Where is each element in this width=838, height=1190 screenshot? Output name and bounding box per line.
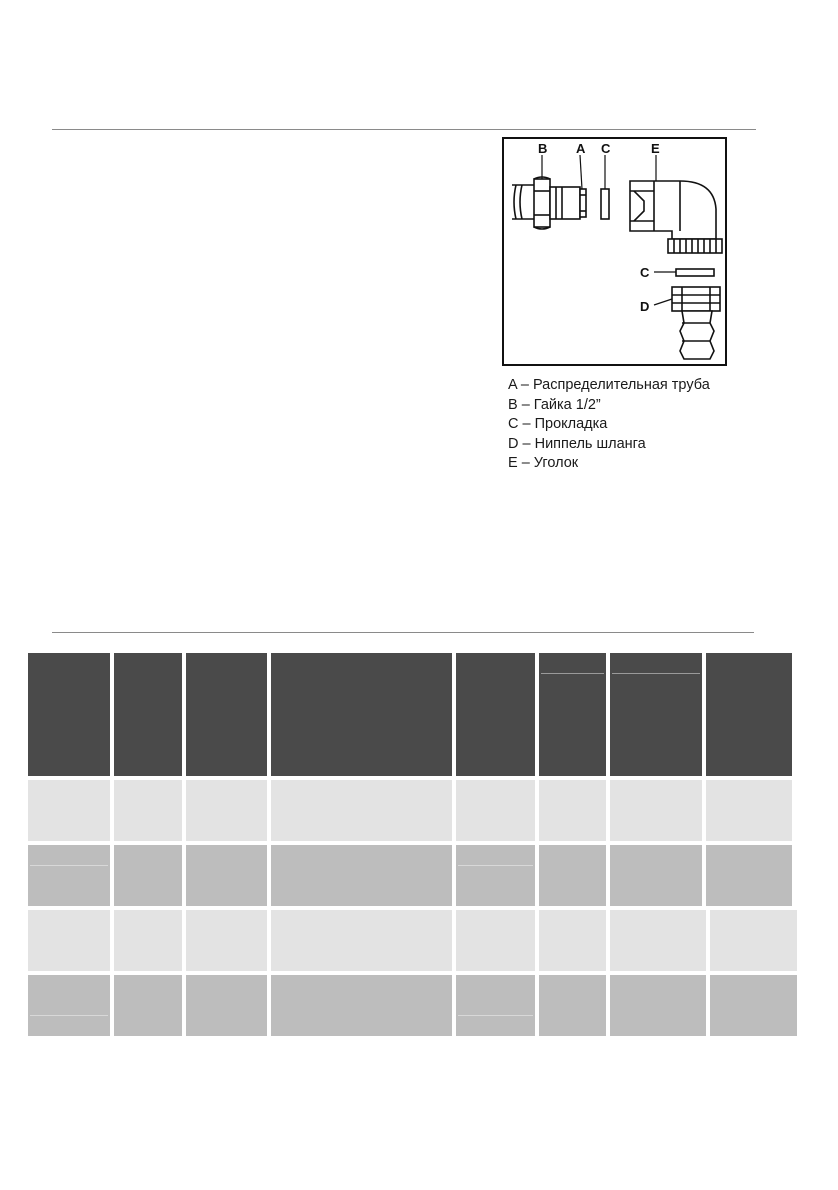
table-header-cell (28, 653, 110, 776)
label-d: D (640, 299, 650, 314)
label-b: B (538, 141, 548, 156)
table-cell (28, 975, 110, 1036)
table-cell (186, 910, 267, 971)
table-cell (706, 845, 792, 906)
table-cell (456, 780, 535, 841)
table-cell (114, 975, 182, 1036)
nut-b (534, 177, 550, 229)
distribution-pipe-a (550, 187, 586, 219)
table-cell (186, 975, 267, 1036)
table-cell (610, 780, 702, 841)
table-cell (539, 845, 606, 906)
table-header-cell (456, 653, 535, 776)
diagram-legend (508, 376, 710, 474)
table-cell (114, 910, 182, 971)
label-e: E (651, 141, 660, 156)
legend-item-e: E – Уголок (508, 455, 579, 471)
gasket-c-lower (676, 269, 714, 276)
spec-table (28, 653, 800, 1038)
table-cell (28, 845, 110, 906)
table-cell (28, 780, 110, 841)
table-cell (539, 910, 606, 971)
fitting-assembly-drawing (504, 139, 725, 364)
table-cell (456, 975, 535, 1036)
table-header-cell (539, 653, 606, 776)
table-cell (114, 780, 182, 841)
table-cell (271, 780, 452, 841)
table-header-cell (186, 653, 267, 776)
legend-item-b: B – Гайка 1/2” (508, 396, 601, 413)
legend-item-d: D – Ниппель шланга (508, 435, 646, 452)
table-cell (271, 975, 452, 1036)
legend-item-c: C – Прокладка (508, 416, 608, 432)
table-cell (186, 845, 267, 906)
gasket-c (601, 189, 609, 219)
table-cell (710, 910, 797, 971)
label-a: A (576, 141, 586, 156)
table-cell (28, 910, 110, 971)
table-cell (456, 845, 535, 906)
table-header-cell (706, 653, 792, 776)
label-c-lower: C (640, 265, 650, 280)
table-cell (610, 975, 706, 1036)
table-cell (706, 780, 792, 841)
table-cell (186, 780, 267, 841)
assembly-diagram (502, 137, 727, 366)
elbow-e (630, 181, 722, 253)
table-header-cell (610, 653, 702, 776)
bottom-divider (52, 632, 754, 633)
table-cell (271, 910, 452, 971)
table-cell (271, 845, 452, 906)
table-cell (456, 910, 535, 971)
table-cell (114, 845, 182, 906)
table-cell (539, 975, 606, 1036)
table-cell (710, 975, 797, 1036)
top-divider (52, 129, 756, 130)
table-header-cell (271, 653, 452, 776)
table-cell (539, 780, 606, 841)
table-cell (610, 910, 706, 971)
label-c: C (601, 141, 611, 156)
hose-nipple-d (672, 287, 720, 359)
legend-item-a: A – Распределительная труба (508, 377, 710, 393)
pipe-stub (512, 185, 534, 219)
table-cell (610, 845, 702, 906)
table-header-cell (114, 653, 182, 776)
